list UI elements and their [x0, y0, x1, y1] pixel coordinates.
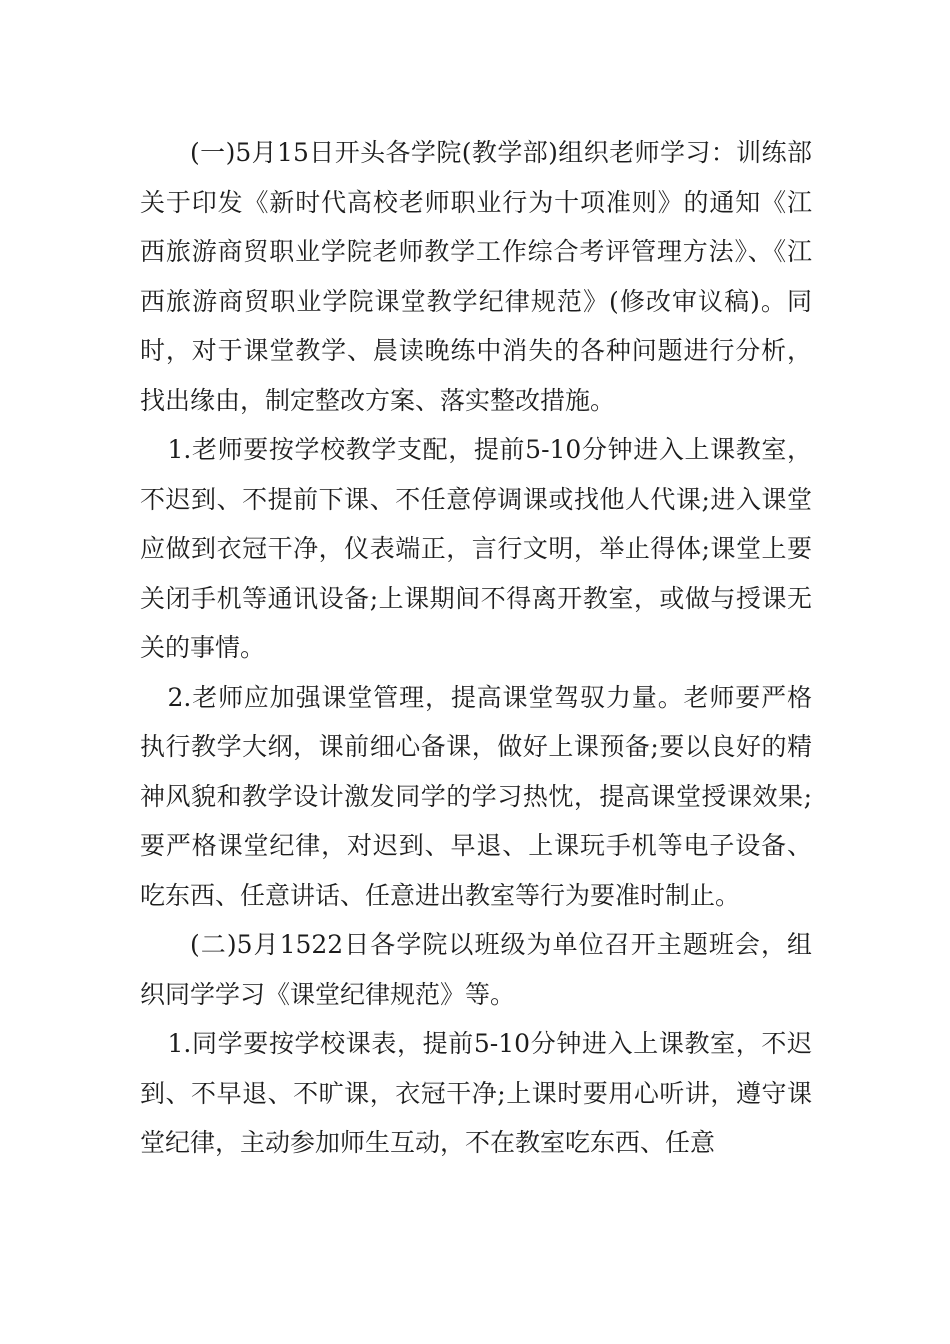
paragraph-item-1-1: 1.老师要按学校教学支配，提前5-10分钟进入上课教室，不迟到、不提前下课、不任意停调课或找他人代课;进入课堂应做到衣冠干净，仪表端正，言行文明，举止得体;课堂上要关闭手机等通讯设备;上课期间不得离开教室，或做与授课无关的事情。: [140, 435, 812, 662]
paragraph-item-1-2: 2.老师应加强课堂管理，提高课堂驾驭力量。老师要严格执行教学大纲，课前细心备课，做好上课预备;要以良好的精神风貌和教学设计激发同学的学习热忱，提高课堂授课效果;要严格课堂纪律，对迟到、早退、上课玩手机等电子设备、吃东西、任意讲话、任意进出教室等行为要准时制止。: [140, 682, 812, 910]
paragraph-item-2-1: 1.同学要按学校课表，提前5-10分钟进入上课教室，不迟到、不早退、不旷课，衣冠干净;上课时要用心听讲，遵守课堂纪律，主动参加师生互动，不在教室吃东西、任意: [140, 1029, 812, 1157]
paragraph-section-2: (二)5月1522日各学院以班级为单位召开主题班会，组织同学学习《课堂纪律规范》等。: [140, 930, 812, 1009]
document-body: [140, 128, 812, 1168]
paragraph-section-1: (一)5月15日开头各学院(教学部)组织老师学习：训练部关于印发《新时代高校老师职业行为十项准则》的通知《江西旅游商贸职业学院老师教学工作综合考评管理方法》、《江西旅游商贸职业学院课堂教学纪律规范》(修改审议稿)。同时，对于课堂教学、晨读晚练中消失的各种问题进行分析，找出缘由，制定整改方案、落实整改措施。: [140, 138, 812, 415]
